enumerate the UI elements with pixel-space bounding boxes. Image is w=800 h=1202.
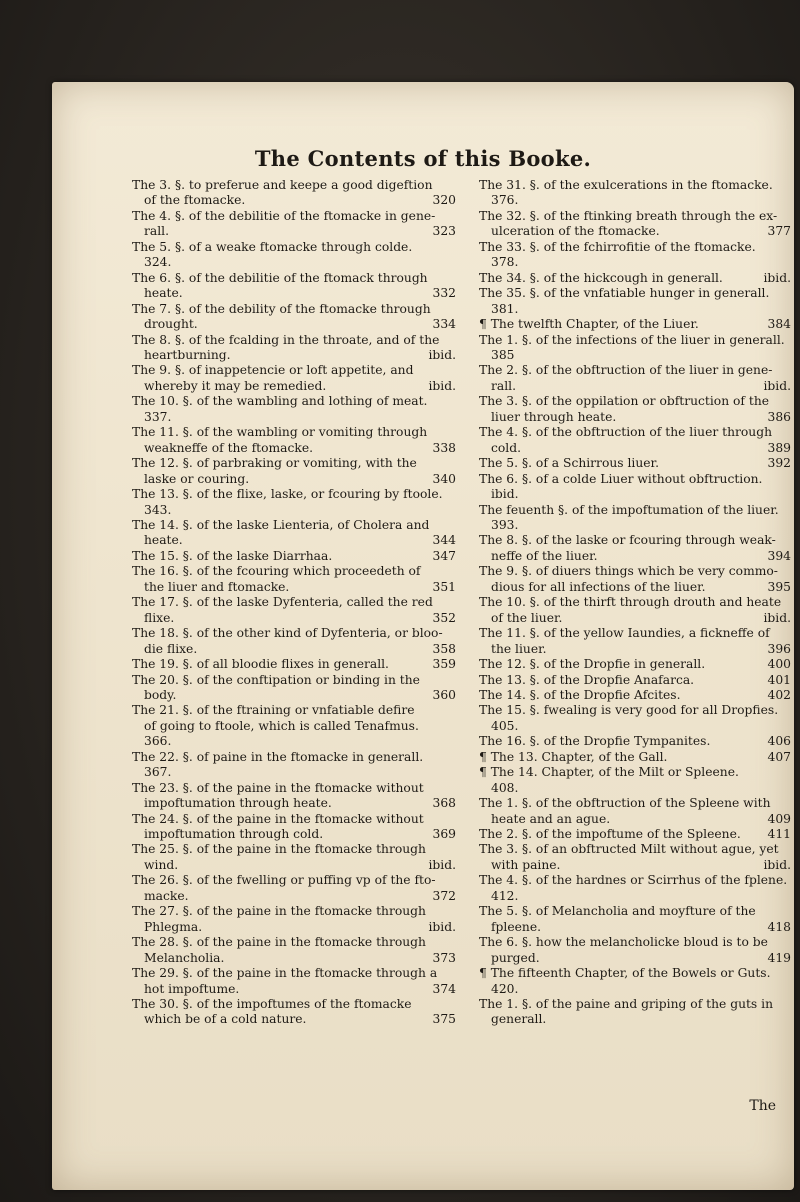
page-number: 360	[432, 687, 456, 702]
entry-line: heartburning.	[144, 347, 231, 362]
entry-line: The 12. §. of the Dropfie in generall.	[479, 657, 706, 672]
entry-line: ¶ The 14. Chapter, of the Milt or Spleene.	[479, 765, 739, 780]
entry-line: 393.	[491, 517, 519, 532]
entry-line: heate.	[144, 533, 183, 548]
entry-line: 412.	[491, 888, 519, 903]
contents-entry	[479, 394, 797, 425]
contents-entry	[132, 595, 462, 626]
entry-line: rall.	[144, 224, 169, 239]
entry-line: The feuenth §. of the impoftumation of the liuer.	[479, 502, 779, 517]
entry-line: macke.	[144, 888, 189, 903]
entry-line: The 33. §. of the fchirrofitie of the ftomacke.	[479, 239, 756, 254]
contents-entry	[479, 533, 797, 564]
entry-line: The 12. §. of parbraking or vomiting, with the	[132, 456, 417, 471]
contents-entry	[132, 425, 462, 456]
entry-line: The 11. §. of the yellow Iaundies, a fickneffe of	[479, 626, 770, 641]
page-number: 409	[767, 811, 791, 826]
entry-line: The 16. §. of the Dropfie Tympanites.	[479, 734, 711, 749]
entry-line: 337.	[144, 409, 172, 424]
entry-line: laske or couring.	[144, 471, 250, 486]
entry-line: The 5. §. of a Schirrous liuer.	[479, 456, 659, 471]
page-number: 406	[767, 734, 791, 749]
contents-entry	[479, 842, 797, 873]
contents-entry	[132, 997, 462, 1028]
contents-entry	[479, 703, 797, 734]
entry-line: body.	[144, 687, 177, 702]
contents-column-left	[132, 178, 462, 1028]
entry-line: The 5. §. of Melancholia and moyfture of the	[479, 904, 756, 919]
contents-entry	[132, 209, 462, 240]
page-number: 358	[432, 641, 456, 656]
contents-entry	[479, 750, 797, 765]
entry-line: The 9. §. of inappetencie or loft appetite, and	[132, 363, 414, 378]
entry-line: The 4. §. of the hardnes or Scirrhus of the fplene.	[479, 873, 788, 888]
contents-entry	[132, 873, 462, 904]
entry-line: The 9. §. of diuers things which be very commo-	[479, 564, 778, 579]
page-number: 395	[767, 579, 791, 594]
page-number: ibid.	[763, 610, 791, 625]
page-number: 369	[432, 827, 456, 842]
entry-line: liuer through heate.	[491, 409, 617, 424]
page-number: 323	[432, 224, 456, 239]
entry-line: rall.	[491, 378, 516, 393]
contents-entry	[132, 781, 462, 812]
contents-entry	[479, 271, 797, 286]
entry-line: cold.	[491, 440, 522, 455]
contents-entry	[479, 734, 797, 749]
entry-line: The 26. §. of the fwelling or puffing vp of the fto-	[132, 873, 436, 888]
entry-line: ulceration of the ftomacke.	[491, 224, 660, 239]
entry-line: ¶ The twelfth Chapter, of the Liuer.	[479, 317, 699, 332]
contents-entry	[132, 904, 462, 935]
contents-entry	[132, 487, 462, 518]
contents-entry	[479, 472, 797, 503]
entry-line: The 30. §. of the impoftumes of the ftomacke	[132, 997, 412, 1012]
contents-entry	[479, 240, 797, 271]
entry-line: The 19. §. of all bloodie flixes in generall.	[132, 657, 389, 672]
contents-entry	[479, 503, 797, 534]
contents-entry	[479, 873, 797, 904]
contents-entry	[479, 673, 797, 688]
entry-line: 324.	[144, 255, 172, 270]
entry-line: The 6. §. how the melancholicke bloud is to be	[479, 935, 768, 950]
entry-line: The 15. §. fwealing is very good for all Dropfies.	[479, 703, 779, 718]
contents-column-right	[479, 178, 797, 1028]
entry-line: The 8. §. of the fcalding in the throate, and of the	[132, 332, 440, 347]
contents-entry	[479, 425, 797, 456]
contents-entry	[479, 595, 797, 626]
entry-line: with paine.	[491, 857, 561, 872]
entry-line: The 20. §. of the conftipation or binding in the	[132, 672, 420, 687]
contents-entry	[132, 178, 462, 209]
entry-line: 366.	[144, 734, 172, 749]
page-number: 411	[767, 827, 791, 842]
catchword: The	[749, 1098, 776, 1114]
contents-entry	[479, 456, 797, 471]
contents-entry	[132, 842, 462, 873]
entry-line: Melancholia.	[144, 950, 225, 965]
entry-line: The 31. §. of the exulcerations in the ftomacke.	[479, 178, 773, 192]
contents-entry	[132, 518, 462, 549]
entry-line: heate and an ague.	[491, 811, 611, 826]
entry-line: The 2. §. of the impoftume of the Spleene.	[479, 827, 741, 842]
page-number: ibid.	[428, 347, 456, 362]
entry-line: purged.	[491, 950, 540, 965]
entry-line: The 5. §. of a weake ftomacke through colde.	[132, 239, 413, 254]
entry-line: 405.	[491, 718, 519, 733]
entry-line: 420.	[491, 981, 519, 996]
contents-entry	[132, 302, 462, 333]
page-number: 374	[432, 981, 456, 996]
page-number: 332	[432, 286, 456, 301]
contents-entry	[479, 765, 797, 796]
contents-entry	[132, 966, 462, 997]
contents-entry	[132, 812, 462, 843]
entry-line: hot impoftume.	[144, 981, 240, 996]
contents-entry	[132, 394, 462, 425]
entry-line: drought.	[144, 317, 198, 332]
contents-entry	[479, 286, 797, 317]
contents-entry	[479, 935, 797, 966]
contents-entry	[132, 564, 462, 595]
entry-line: of the ftomacke.	[144, 193, 246, 208]
entry-line: The 35. §. of the vnfatiable hunger in generall.	[479, 286, 770, 301]
contents-entry	[479, 796, 797, 827]
entry-line: The 24. §. of the paine in the ftomacke without	[132, 811, 424, 826]
entry-line: The 14. §. of the Dropfie Afcites.	[479, 687, 681, 702]
page-number: ibid.	[428, 919, 456, 934]
page-number: 419	[767, 950, 791, 965]
entry-line: The 1. §. of the obftruction of the Spleene with	[479, 796, 771, 811]
page-number: 338	[432, 440, 456, 455]
entry-line: The 21. §. of the ftraining or vnfatiable defire	[132, 703, 415, 718]
entry-line: The 6. §. of the debilitie of the ftomack through	[132, 270, 428, 285]
contents-entry	[479, 363, 797, 394]
page-number: ibid.	[428, 857, 456, 872]
entry-line: 381.	[491, 301, 519, 316]
entry-line: The 4. §. of the debilitie of the ftomacke in gene-	[132, 208, 436, 223]
entry-line: 385	[491, 347, 515, 362]
entry-line: The 13. §. of the flixe, laske, or fcouring by ftoole.	[132, 487, 443, 502]
page-number: 372	[432, 888, 456, 903]
entry-line: The 14. §. of the laske Lienteria, of Cholera and	[132, 517, 430, 532]
entry-line: The 22. §. of paine in the ftomacke in generall.	[132, 749, 424, 764]
contents-entry	[132, 750, 462, 781]
page-number: 352	[432, 610, 456, 625]
entry-line: the liuer and ftomacke.	[144, 579, 290, 594]
page-number: 394	[767, 548, 791, 563]
page-number: 402	[767, 687, 791, 702]
entry-line: fpleene.	[491, 919, 542, 934]
contents-entry	[132, 549, 462, 564]
contents-entry	[132, 333, 462, 364]
page-number: 377	[767, 224, 791, 239]
entry-line: 367.	[144, 765, 172, 780]
entry-line: The 11. §. of the wambling or vomiting through	[132, 425, 428, 440]
page-number: 351	[432, 579, 456, 594]
entry-line: whereby it may be remedied.	[144, 378, 327, 393]
contents-entry	[132, 271, 462, 302]
contents-entry	[132, 456, 462, 487]
contents-entry	[132, 240, 462, 271]
contents-entry	[479, 966, 797, 997]
entry-line: dious for all infections of the liuer.	[491, 579, 706, 594]
entry-line: generall.	[491, 1012, 547, 1027]
entry-line: The 1. §. of the infections of the liuer in generall.	[479, 332, 785, 347]
page-number: 320	[432, 193, 456, 208]
contents-entry	[479, 209, 797, 240]
entry-line: ¶ The fifteenth Chapter, of the Bowels or Guts.	[479, 966, 771, 981]
entry-line: The 18. §. of the other kind of Dyfenteria, or bloo-	[132, 626, 443, 641]
entry-line: The 3. §. of the oppilation or obftruction of the	[479, 394, 770, 409]
entry-line: The 10. §. of the wambling and lothing of meat.	[132, 394, 428, 409]
entry-line: impoftumation through heate.	[144, 796, 332, 811]
entry-line: 378.	[491, 255, 519, 270]
contents-entry	[479, 904, 797, 935]
contents-entry	[132, 363, 462, 394]
page-number: 347	[432, 548, 456, 563]
entry-line: The 6. §. of a colde Liuer without obftruction.	[479, 471, 763, 486]
entry-line: Phlegma.	[144, 919, 203, 934]
entry-line: ibid.	[491, 487, 519, 502]
entry-line: The 16. §. of the fcouring which proceedeth of	[132, 564, 421, 579]
page-number: 389	[767, 440, 791, 455]
contents-entry	[479, 688, 797, 703]
page-number: 407	[767, 749, 791, 764]
entry-line: The 2. §. of the obftruction of the liuer in gene-	[479, 363, 773, 378]
page-number: 344	[432, 533, 456, 548]
entry-line: The 28. §. of the paine in the ftomacke through	[132, 935, 426, 950]
contents-entry	[132, 703, 462, 749]
page-number: 375	[432, 1012, 456, 1027]
contents-entry	[479, 564, 797, 595]
contents-entry	[479, 626, 797, 657]
entry-line: heate.	[144, 286, 183, 301]
entry-line: The 32. §. of the ftinking breath through the ex-	[479, 208, 778, 223]
page-number: 334	[432, 317, 456, 332]
contents-entry	[132, 935, 462, 966]
entry-line: ¶ The 13. Chapter, of the Gall.	[479, 749, 668, 764]
page-number: 401	[767, 672, 791, 687]
entry-line: wind.	[144, 857, 179, 872]
contents-entry	[479, 827, 797, 842]
entry-line: of going to ftoole, which is called Tenafmus.	[144, 718, 419, 733]
page-number: 373	[432, 950, 456, 965]
page-number: ibid.	[763, 378, 791, 393]
contents-entry	[132, 673, 462, 704]
page-number: 368	[432, 796, 456, 811]
entry-line: The 25. §. of the paine in the ftomacke through	[132, 842, 426, 857]
contents-entry	[479, 997, 797, 1028]
entry-line: which be of a cold nature.	[144, 1012, 307, 1027]
book-page	[52, 82, 794, 1190]
entry-line: weakneffe of the ftomacke.	[144, 440, 314, 455]
contents-entry	[132, 657, 462, 672]
page-number: ibid.	[763, 857, 791, 872]
page-number: 386	[767, 409, 791, 424]
entry-line: The 23. §. of the paine in the ftomacke without	[132, 780, 424, 795]
entry-line: The 7. §. of the debility of the ftomacke through	[132, 301, 431, 316]
entry-line: The 3. §. of an obftructed Milt without ague, yet	[479, 842, 779, 857]
contents-entry	[479, 178, 797, 209]
entry-line: of the liuer.	[491, 610, 563, 625]
page-number: 396	[767, 641, 791, 656]
entry-line: 343.	[144, 502, 172, 517]
page-number: 359	[432, 657, 456, 672]
page-number: 340	[432, 471, 456, 486]
entry-line: die flixe.	[144, 641, 198, 656]
page-number: 384	[767, 317, 791, 332]
contents-entry	[479, 657, 797, 672]
contents-entry	[479, 317, 797, 332]
entry-line: impoftumation through cold.	[144, 827, 324, 842]
page-header: The Contents of this Booke.	[254, 146, 592, 171]
entry-line: The 4. §. of the obftruction of the liuer through	[479, 425, 772, 440]
entry-line: 408.	[491, 780, 519, 795]
entry-line: The 10. §. of the thirft through drouth and heate	[479, 595, 782, 610]
page-number: 400	[767, 657, 791, 672]
page-number: ibid.	[763, 270, 791, 285]
entry-line: The 29. §. of the paine in the ftomacke through a	[132, 966, 438, 981]
entry-line: The 13. §. of the Dropfie Anafarca.	[479, 672, 695, 687]
contents-entry	[132, 626, 462, 657]
page-number: 392	[767, 456, 791, 471]
entry-line: The 1. §. of the paine and griping of the guts in	[479, 997, 774, 1012]
entry-line: neffe of the liuer.	[491, 548, 598, 563]
page-number: ibid.	[428, 378, 456, 393]
entry-line: 376.	[491, 193, 519, 208]
contents-entry	[479, 333, 797, 364]
entry-line: The 8. §. of the laske or fcouring through weak-	[479, 533, 776, 548]
page-number: 418	[767, 919, 791, 934]
entry-line: The 3. §. to preferue and keepe a good digeftion	[132, 178, 433, 192]
entry-line: The 34. §. of the hickcough in generall.	[479, 270, 723, 285]
entry-line: the liuer.	[491, 641, 547, 656]
entry-line: The 17. §. of the laske Dyfenteria, called the red	[132, 595, 433, 610]
entry-line: flixe.	[144, 610, 175, 625]
entry-line: The 15. §. of the laske Diarrhaa.	[132, 548, 333, 563]
entry-line: The 27. §. of the paine in the ftomacke through	[132, 904, 426, 919]
